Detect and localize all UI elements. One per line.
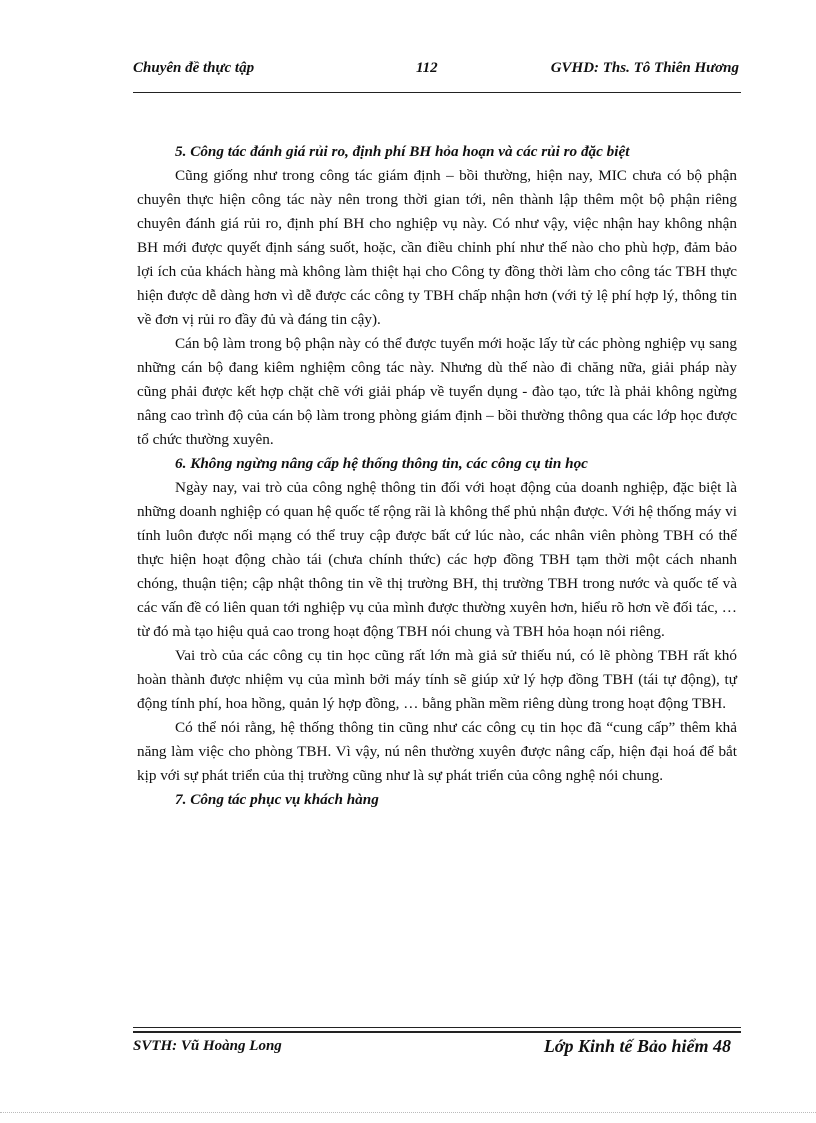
footer-divider-thick xyxy=(133,1031,741,1033)
page-number: 112 xyxy=(416,60,438,76)
footer-student: SVTH: Vũ Hoàng Long xyxy=(133,1038,282,1054)
page-header xyxy=(133,58,741,84)
paragraph: Cũng giống như trong công tác giám định – bồi thường, hiện nay, MIC chưa có bộ phận chuyên thực hiện công tác này nên trong thời gian tới, nên thành lập thêm một bộ phận riêng chuyên đánh giá rủi ro, định phí BH cho nghiệp vụ này. Có như vậy, việc nhận hay không nhận BH mới được quyết định sáng suốt, hoặc, cần điều chỉnh phí như thế nào cho phù hợp, đảm bảo lợi ích của khách hàng mà không làm thiệt hại cho Công ty đồng thời làm cho công tác TBH thực hiện được dễ dàng hơn vì dễ được các công ty TBH chấp nhận hơn (với tỷ lệ phí hợp lý, thông tin về đơn vị rủi ro đầy đủ và đáng tin cậy). xyxy=(137,167,737,328)
section-heading: 6. Không ngừng nâng cấp hệ thống thông tin, các công cụ tin học xyxy=(175,455,588,472)
page-bottom-border xyxy=(0,1112,816,1113)
section-heading: 7. Công tác phục vụ khách hàng xyxy=(175,791,379,808)
header-divider xyxy=(133,92,741,93)
paragraph: Vai trò của các công cụ tin học cũng rất lớn mà giả sử thiếu nú, có lẽ phòng TBH rất khó hoàn thành được nhiệm vụ của mình bởi máy tính sẽ giúp xử lý hợp đồng TBH (tái tự động), tự động tính phí, hoa hồng, quản lý hợp đồng, … bằng phần mềm riêng dùng trong hoạt động TBH. xyxy=(137,647,737,712)
header-supervisor: GVHD: Ths. Tô Thiên Hương xyxy=(550,60,739,76)
paragraph: Cán bộ làm trong bộ phận này có thể được tuyển mới hoặc lấy từ các phòng nghiệp vụ sang những cán bộ đang kiêm nghiệm công tác này. Nhưng dù thế nào đi chăng nữa, giải pháp này cũng phải được kết hợp chặt chẽ với giải pháp về tuyển dụng - đào tạo, tức là phải không ngừng nâng cao trình độ của cán bộ làm trong phòng giám định – bồi thường thông qua các lớp học được tổ chức thường xuyên. xyxy=(137,335,737,448)
footer-divider-thin xyxy=(133,1027,741,1028)
header-title: Chuyên đề thực tập xyxy=(133,60,255,76)
footer-class: Lớp Kinh tế Bảo hiểm 48 xyxy=(543,1036,731,1056)
paragraph: Ngày nay, vai trò của công nghệ thông tin đối với hoạt động của doanh nghiệp, đặc biệt là những doanh nghiệp có quan hệ quốc tế rộng rãi là không thể phủ nhận được. Với hệ thống máy vi tính luôn được nối mạng có thể truy cập được bất cứ lúc nào, các nhân viên phòng TBH có thể thực hiện hoạt động chào tái (chưa chính thức) các hợp đồng TBH tạm thời một cách nhanh chóng, thuận tiện; cập nhật thông tin về thị trường BH, thị trường TBH trong nước và quốc tế và các vấn đề có liên quan tới nghiệp vụ của mình được thường xuyên hơn, hiểu rõ hơn về đối tác, … từ đó mà tạo hiệu quả cao trong hoạt động TBH nói chung và TBH hỏa hoạn nói riêng. xyxy=(137,479,737,640)
section-heading: 5. Công tác đánh giá rủi ro, định phí BH hỏa hoạn và các rủi ro đặc biệt xyxy=(175,143,630,160)
document-body xyxy=(137,140,737,812)
paragraph: Có thể nói rằng, hệ thống thông tin cũng như các công cụ tin học đã “cung cấp” thêm khả năng làm việc cho phòng TBH. Vì vậy, nú nên thường xuyên được nâng cấp, hiện đại hoá để bắt kịp với sự phát triển của thị trường cũng như là sự phát triển của công nghệ nói chung. xyxy=(137,719,737,784)
